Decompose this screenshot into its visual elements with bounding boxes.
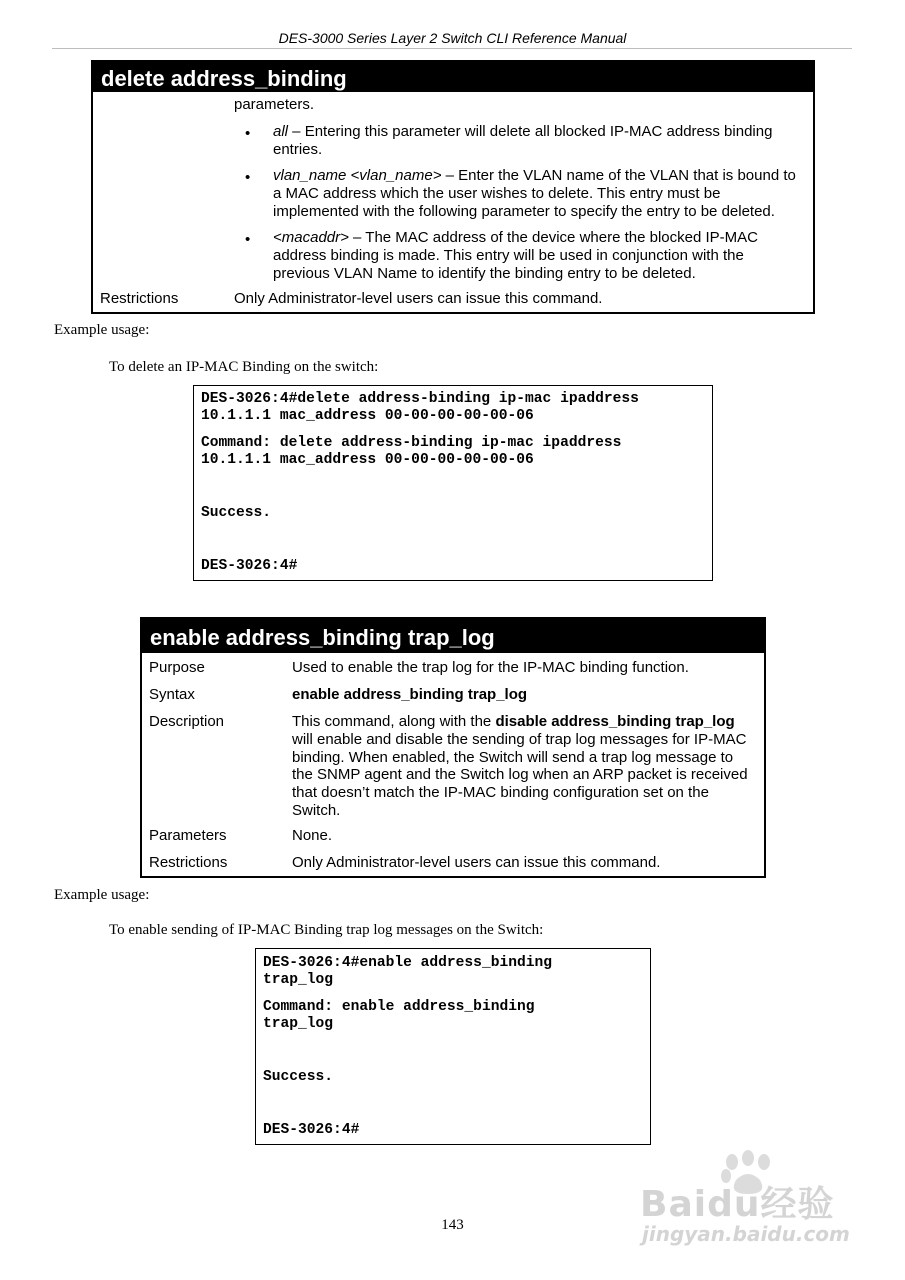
purpose-value: Used to enable the trap log for the IP-MAC binding function. [292, 659, 689, 676]
parameters-value: None. [292, 827, 333, 844]
description-value: This command, along with the disable address_binding trap_log will enable and disable the sending of trap log messages for IP-MAC binding. When enabled, the Switch will send a trap log message to the SNMP agent and the Switch log when an ARP packet is received that doesn’t match the IP-MAC binding configuration set on the Switch. [292, 713, 748, 819]
code-line: Command: delete address-binding ip-mac ipaddress [201, 435, 622, 451]
watermark-logo-text: Baidu经验 [640, 1184, 835, 1225]
param-macaddr: <macaddr> – The MAC address of the device where the blocked IP-MAC address binding is made. This entry will be used in conjunction with the previous VLAN Name to identify the binding entry to be deleted. [273, 229, 758, 282]
syntax-label: Syntax [149, 686, 195, 703]
code-line: DES-3026:4#enable address_binding [263, 955, 553, 971]
restrictions-label: Restrictions [100, 290, 179, 307]
bullet-dot: • [245, 169, 251, 186]
baidu-watermark-logo [640, 1150, 870, 1260]
code-line: DES-3026:4# [263, 1122, 360, 1138]
code-line: DES-3026:4#delete address-binding ip-mac ipaddress [201, 391, 639, 407]
code-line: Command: enable address_binding [263, 999, 535, 1015]
code-example-enable [255, 948, 651, 1145]
command-table-title: delete address_binding [93, 62, 813, 92]
code-line: Success. [263, 1069, 334, 1085]
code-line: Success. [201, 505, 272, 521]
code-line: trap_log [263, 972, 334, 988]
bullet-dot: • [245, 231, 251, 248]
restrictions-value: Only Administrator-level users can issue this command. [292, 854, 661, 871]
code-line: trap_log [263, 1016, 334, 1032]
description-label: Description [149, 713, 225, 730]
code-line: 10.1.1.1 mac_address 00-00-00-00-00-06 [201, 452, 534, 468]
example-usage-label: Example usage: [54, 887, 150, 903]
watermark-url: jingyan.baidu.com [642, 1222, 850, 1246]
parameters-label: Parameters [149, 827, 227, 844]
syntax-value: enable address_binding trap_log [292, 686, 528, 703]
header-divider [52, 48, 852, 49]
code-line: 10.1.1.1 mac_address 00-00-00-00-00-06 [201, 408, 534, 424]
page-number: 143 [441, 1217, 464, 1233]
command-table-enable-trap-log [140, 617, 766, 878]
command-table-delete-address-binding [91, 60, 815, 314]
params-lead-text: parameters. [234, 96, 315, 113]
purpose-label: Purpose [149, 659, 205, 676]
restrictions-label: Restrictions [149, 854, 228, 871]
example-intro: To delete an IP-MAC Binding on the switch: [109, 359, 379, 375]
example-intro: To enable sending of IP-MAC Binding trap log messages on the Switch: [109, 922, 544, 938]
page-header-title: DES-3000 Series Layer 2 Switch CLI Reference Manual [278, 30, 627, 46]
example-usage-label: Example usage: [54, 322, 150, 338]
bullet-dot: • [245, 125, 251, 142]
param-vlan-name: vlan_name <vlan_name> – Enter the VLAN name of the VLAN that is bound to a MAC address which the user wishes to delete. This entry must be implemented with the following parameter to specify the entry to be deleted. [273, 167, 796, 220]
restrictions-value: Only Administrator-level users can issue this command. [234, 290, 603, 307]
param-all: all – Entering this parameter will delete all blocked IP-MAC address binding entries. [273, 123, 773, 158]
command-table-title: enable address_binding trap_log [142, 619, 764, 653]
code-example-delete [193, 385, 713, 581]
code-line: DES-3026:4# [201, 558, 298, 574]
